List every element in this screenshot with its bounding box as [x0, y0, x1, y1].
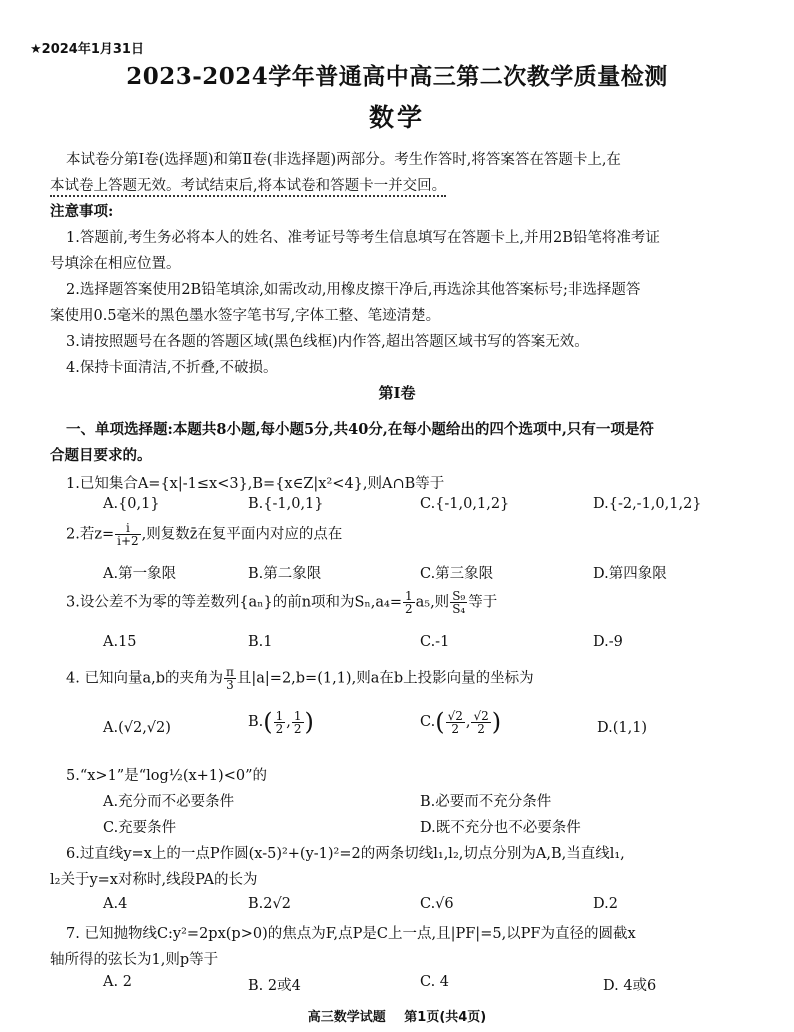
question-2-option-d: D.第四象限 [593, 566, 667, 582]
question-3-fraction-2 [450, 590, 467, 615]
question-3-stem-pre: 3.设公差不为零的等差数列{aₙ}的前n项和为Sₙ,a₄= [66, 594, 402, 611]
question-5-option-d: D.既不充分也不必要条件 [420, 820, 581, 836]
question-1-option-a: A.{0,1} [103, 496, 160, 512]
note-1a: 1.答题前,考生务必将本人的姓名、准考证号等考生信息填写在答题卡上,并用2B铅笔将准考证 [66, 230, 660, 246]
question-3-fraction-1 [403, 590, 415, 615]
note-2b: 案使用0.5毫米的黑色墨水签字笔书写,字体工整、笔迹清楚。 [50, 308, 441, 324]
note-4: 4.保持卡面清洁,不折叠,不破损。 [66, 360, 278, 376]
exam-title: 2023-2024学年普通高中高三第二次教学质量检测 [126, 63, 668, 90]
question-6-option-d: D.2 [593, 896, 618, 912]
question-4-option-a: A.(√2,√2) [103, 720, 171, 736]
question-2-fraction-denominator: i+2 [117, 534, 139, 548]
fraction-numerator: √2 [473, 708, 489, 723]
question-3-stem-post: 等于 [468, 594, 498, 611]
fraction-denominator: 2 [275, 721, 284, 736]
page-footer: 高三数学试题 第1页(共4页) [307, 1010, 487, 1025]
question-7-option-a: A. 2 [103, 974, 132, 990]
question-3-option-d: D.-9 [593, 634, 623, 650]
question-6-stem-a: 6.过直线y=x上的一点P作圆(x-5)²+(y-1)²=2的两条切线l₁,l₂,切点分别为A,B,当直线l₁, [66, 846, 625, 862]
question-5-option-c: C.充要条件 [103, 820, 177, 836]
fraction-denominator: 2 [451, 721, 460, 736]
question-7-stem-a: 7. 已知抛物线C:y²=2px(p>0)的焦点为F,点P是C上一点,且|PF|=5,以PF为直径的圆截x [66, 926, 636, 942]
question-6-option-b: B.2√2 [248, 896, 291, 912]
question-2-option-a: A.第一象限 [103, 566, 177, 582]
exam-date: ★2024年1月31日 [30, 42, 144, 57]
question-1-stem: 1.已知集合A={x|-1≤x<3},B={x∈Z|x²<4},则A∩B等于 [66, 476, 445, 492]
question-7-option-c: C. 4 [420, 974, 450, 990]
question-2-fraction [115, 522, 141, 547]
question-7-option-d: D. 4或6 [603, 978, 657, 994]
question-2-option-c: C.第三象限 [420, 566, 494, 582]
question-2-stem-post: ,则复数z̄在复平面内对应的点在 [141, 526, 343, 543]
fraction-denominator: 2 [293, 721, 302, 736]
section-title: 第Ⅰ卷 [378, 384, 416, 402]
right-paren: ) [304, 708, 314, 736]
question-4-option-c-fraction-1 [446, 710, 465, 735]
intro-line-2: 本试卷上答题无效。考试结束后,将本试卷和答题卡一并交回。 [50, 174, 446, 197]
question-7-stem-b: 轴所得的弦长为1,则p等于 [50, 952, 219, 968]
question-1-option-d: D.{-2,-1,0,1,2} [593, 496, 702, 512]
question-4-option-c: C.( $\frac{√2}{2}$ , $\frac{√2}{2}$ ) [420, 708, 502, 736]
intro-line-1: 本试卷分第Ⅰ卷(选择题)和第Ⅱ卷(非选择题)两部分。考生作答时,将答案答在答题卡上,在 [66, 152, 621, 168]
question-4-fraction-denominator: 3 [226, 678, 234, 692]
question-6-option-a: A.4 [103, 896, 128, 912]
question-5-stem: 5.“x>1”是“log½(x+1)<0”的 [66, 768, 267, 784]
question-4-stem-pre: 4. 已知向量a,b的夹角为 [66, 670, 223, 687]
question-3-fraction-1-denominator: 2 [404, 602, 413, 616]
question-3-fraction-1-numerator: 1 [404, 589, 413, 603]
question-4-option-c-label: C. [420, 714, 436, 730]
note-1b: 号填涂在相应位置。 [50, 256, 181, 272]
section-intro-b: 合题目要求的。 [50, 447, 152, 464]
question-1-option-c: C.{-1,0,1,2} [420, 496, 510, 512]
left-paren: ( [263, 708, 273, 736]
question-1-option-b: B.{-1,0,1} [248, 496, 324, 512]
notes-heading: 注意事项: [50, 203, 114, 220]
question-5-option-b: B.必要而不充分条件 [420, 794, 552, 810]
question-3-fraction-2-numerator: S₉ [452, 589, 466, 603]
question-4-option-d: D.(1,1) [597, 720, 648, 736]
question-4-option-c-fraction-2 [471, 710, 490, 735]
exam-subject: 数学 [368, 103, 425, 132]
question-2-stem [66, 522, 342, 547]
fraction-numerator: 1 [293, 708, 302, 723]
fraction-numerator: √2 [447, 708, 463, 723]
question-3-option-a: A.15 [103, 634, 137, 650]
question-3-option-c: C.-1 [420, 634, 450, 650]
question-4-option-b-label: B. [248, 714, 264, 730]
note-3: 3.请按照题号在各题的答题区域(黑色线框)内作答,超出答题区域书写的答案无效。 [66, 334, 589, 350]
note-2a: 2.选择题答案使用2B铅笔填涂,如需改动,用橡皮擦干净后,再选涂其他答案标号;非选择题答 [66, 282, 641, 298]
question-3-fraction-2-denominator: S₄ [452, 602, 466, 616]
section-intro-a: 一、单项选择题:本题共8小题,每小题5分,共40分,在每小题给出的四个选项中,只有一项是符 [66, 421, 654, 438]
question-3-stem [66, 590, 497, 615]
question-4-option-b-fraction-2 [292, 710, 304, 735]
right-paren: ) [491, 708, 502, 736]
question-2-option-b: B.第二象限 [248, 566, 322, 582]
question-4-fraction-numerator: π [225, 665, 234, 679]
question-4-option-b-fraction-1 [274, 710, 286, 735]
question-7-option-b: B. 2或4 [248, 978, 301, 994]
left-paren: ( [435, 708, 445, 736]
question-5-option-a: A.充分而不必要条件 [103, 794, 235, 810]
fraction-denominator: 2 [477, 721, 485, 736]
question-6-stem-b: l₂关于y=x对称时,线段PA的长为 [50, 872, 258, 888]
question-3-option-b: B.1 [248, 634, 273, 650]
question-4-stem-post: 且|a|=2,b=(1,1),则a在b上投影向量的坐标为 [236, 670, 534, 687]
question-2-stem-pre: 2.若z= [66, 526, 115, 543]
question-4-fraction [224, 666, 236, 691]
fraction-numerator: 1 [275, 708, 284, 723]
question-6-option-c: C.√6 [420, 896, 454, 912]
question-4-option-b: B.( $\frac{1}{2}$ , $\frac{1}{2}$ ) [248, 708, 314, 736]
question-2-fraction-numerator: i [115, 522, 141, 535]
question-3-stem-mid: a₅,则 [415, 594, 450, 611]
question-4-stem [66, 666, 534, 691]
